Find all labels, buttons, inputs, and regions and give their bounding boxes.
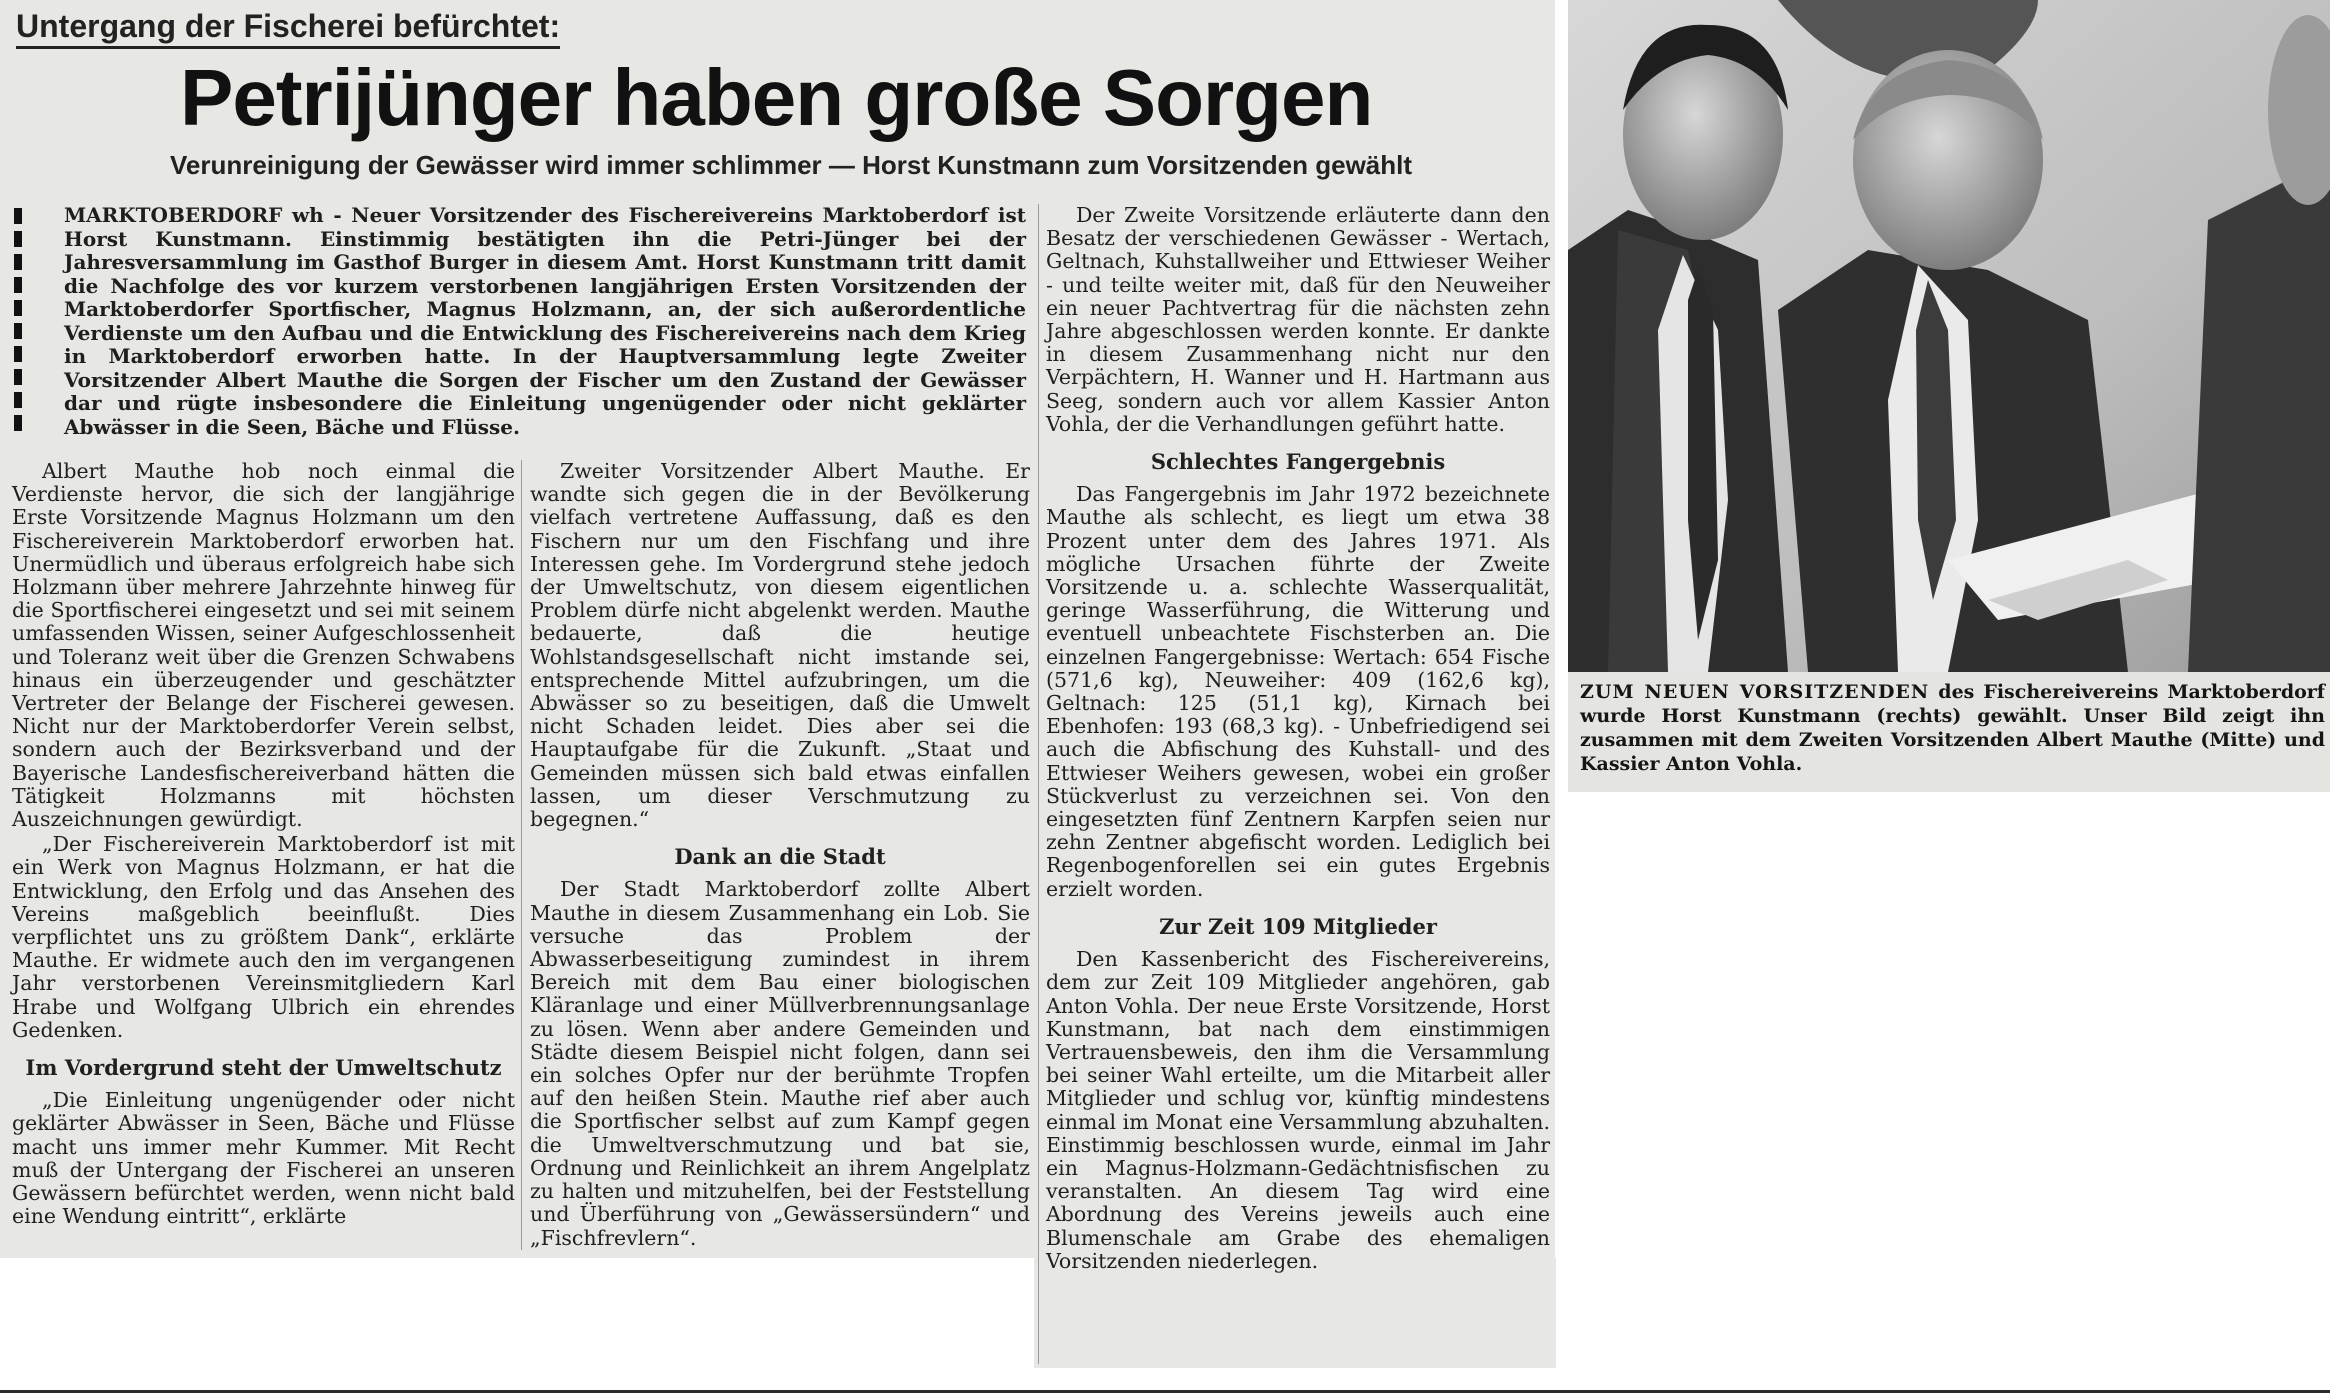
photo-illustration <box>1568 0 2330 672</box>
lead-text: MARKTOBERDORF wh - Neuer Vorsitzender des Fischereivereins Marktoberdorf ist Horst Kunstmann. Einstimmig bestätigten ihn die Petri-Jünger bei der Jahresversammlung im Gasthof Burger in diesem Amt. Horst Kunstmann tritt damit die Nachfolge des vor kurzem verstorbenen langjährigen Ersten Vorsitzenden der Marktoberdorfer Sportfischer, Magnus Holzmann, an, der sich außerordentliche Verdienste um den Aufbau und die Entwicklung des Fischereivereins nach dem Krieg in Marktoberdorf erworben hatte. In der Hauptversammlung legte Zweiter Vorsitzender Albert Mauthe die Sorgen der Fischer um den Zustand der Gewässer dar und rügte insbesondere die Einleitung ungenügender oder nicht geklärter Abwässer in die Seen, Bäche und Flüsse. <box>64 203 1026 439</box>
paragraph: Das Fangergebnis im Jahr 1972 bezeichnete Mauthe als schlecht, es liegt um etwa 38 Prozent unter dem des Jahres 1971. Als mögliche Ursachen führte der Zweite Vorsitzende u. a. schlechte Wasserqualität, geringe Wasserführung, die Witterung und eventuell unbeachtete Fischsterben an. Die einzelnen Fangergebnisse: Wertach: 654 Fische (571,6 kg), Neuweiher: 409 (162,6 kg), Geltnach: 125 (51,1 kg), Kirnach bei Ebenhofen: 193 (68,3 kg). - Unbefriedigend sei auch die Abfischung des Kuhstall- und des Ettwieser Weihers gewesen, wobei ein großer Stückverlust zu verzeichnen sei. Von den eingesetzten fünf Zentnern Karpfen seien nur zehn Zentner abgefischt worden. Lediglich bei Regenbogenforellen sei ein gutes Ergebnis erzielt worden. <box>1046 482 1550 901</box>
subheadline: Verunreinigung der Gewässer wird immer schlimmer — Horst Kunstmann zum Vorsitzenden gewählt <box>170 150 1413 180</box>
paragraph: Der Zweite Vorsitzende erläuterte dann den Besatz der verschiedenen Gewässer - Wertach, Geltnach, Kuhstallweiher und Ettwieser Weiher - und teilte weiter mit, daß für den Neuweiher ein neuer Pachtvertrag für die nächsten zehn Jahre abgeschlossen werden konnte. Er dankte in diesem Zusammenhang nicht nur den Verpächtern, H. Wanner und H. Hartmann aus Seeg, sondern auch vor allem Kassier Anton Vohla, der die Verhandlungen geführt hatte. <box>1046 203 1550 436</box>
column-2 <box>530 460 1030 1252</box>
headline: Petrijünger haben große Sorgen <box>180 53 1373 142</box>
scan-edge <box>0 1390 2330 1393</box>
section-heading: Im Vordergrund steht der Umweltschutz <box>25 1055 502 1081</box>
caption-lead: ZUM NEUEN VORSITZENDEN <box>1580 681 1930 703</box>
paragraph: Zweiter Vorsitzender Albert Mauthe. Er wandte sich gegen die in der Bevölkerung vielfach vertretene Auffassung, daß es den Fischern nur um den Fischfang und ihre Interessen gehe. Im Vordergrund stehe jedoch der Umweltschutz, von diesem eigentlichen Problem dürfe nicht abgelenkt werden. Mauthe bedauerte, daß die heutige Wohlstandsgesellschaft nicht imstande sei, entsprechende Mittel aufzubringen, um die Abwässer so zu beseitigen, daß die Umwelt nicht Schaden leidet. Dies aber sei die Hauptaufgabe für die Zukunft. „Staat und Gemeinden müssen sich bald etwas einfallen lassen, um dieser Verschmutzung zu begegnen.“ <box>530 459 1030 832</box>
paragraph: Der Stadt Marktoberdorf zollte Albert Mauthe in diesem Zusammenhang ein Lob. Sie versuche das Problem der Abwasserbeseitigung zumindest in ihrem Bereich mit dem Bau einer biologischen Kläranlage und einer Müllverbrennungsanlage zu lösen. Wenn aber andere Gemeinden und Städte diesem Beispiel nicht folgen, dann sei ein solches Opfer nur der berühmte Tropfen auf den heißen Stein. Mauthe rief aber auch die Sportfischer selbst auf zum Kampf gegen die Umweltverschmutzung und bat sie, Ordnung und Reinlichkeit an ihrem Angelplatz zu halten und mitzuhelfen, bei der Feststellung und Überführung von „Gewässersündern“ und „Fischfrevlern“. <box>530 877 1030 1250</box>
column-3 <box>1046 204 1550 1275</box>
kicker: Untergang der Fischerei befürchtet: <box>16 8 560 49</box>
paragraph: „Der Fischereiverein Marktoberdorf ist mit ein Werk von Magnus Holzmann, er hat die Entwicklung, den Erfolg und das Ansehen des Vereins maßgeblich beeinflußt. Dies verpflichtet uns zu größtem Dank“, erklärte Mauthe. Er widmete auch den im vergangenen Jahr verstorbenen Vereinsmitgliedern Karl Hrabe und Wolfgang Ulbrich ein ehrendes Gedenken. <box>12 832 515 1042</box>
section-heading: Dank an die Stadt <box>674 844 886 870</box>
column-rule <box>1038 204 1039 1364</box>
paragraph: Den Kassenbericht des Fischereivereins, dem zur Zeit 109 Mitglieder angehören, gab Anton Vohla. Der neue Erste Vorsitzende, Horst Kunstmann, bat nach dem einstimmigen Vertrauensbeweis, den ihm die Versammlung bei seiner Wahl erteilte, um die Mitarbeit aller Mitglieder und schlug vor, künftig mindestens einmal im Monat eine Versammlung abzuhalten. Einstimmig beschlossen wurde, einmal im Jahr ein Magnus-Holzmann-Gedächtnisfischen zu veranstalten. An diesem Tag wird eine Abordnung des Vereins jeweils auch eine Blumenschale am Grabe des ehemaligen Vorsitzenden niederlegen. <box>1046 947 1550 1273</box>
column-rule <box>521 460 522 1250</box>
news-photo <box>1568 0 2330 672</box>
column-1 <box>12 460 515 1231</box>
paragraph: „Die Einleitung ungenügender oder nicht geklärter Abwässer in Seen, Bäche und Flüsse macht uns immer mehr Kummer. Mit Recht muß der Untergang der Fischerei an unseren Gewässern befürchtet werden, wenn nicht bald eine Wendung eintritt“, erklärte <box>12 1088 515 1229</box>
lead-paragraph <box>16 204 1026 439</box>
photo-caption <box>1580 680 2325 776</box>
paragraph: Albert Mauthe hob noch einmal die Verdienste hervor, die sich der langjährige Erste Vorsitzende Magnus Holzmann um den Fischereiverein Marktoberdorf erworben hat. Unermüdlich und überaus erfolgreich habe sich Holzmann über mehrere Jahrzehnte hinweg für die Sportfischerei eingesetzt und sei mit seinem umfassenden Wissen, seiner Aufgeschlossenheit und Toleranz weit über die Grenzen Schwabens hinaus ein überzeugender und geschätzter Vertreter der Belange der Fischerei gewesen. Nicht nur der Marktoberdorfer Verein selbst, sondern auch der Bezirksverband und der Bayerische Landesfischereiverband hätten die Tätigkeit Holzmanns mit höchsten Auszeichnungen gewürdigt. <box>12 459 515 832</box>
section-heading: Schlechtes Fangergebnis <box>1150 449 1446 475</box>
caption-text: des Fischereivereins Marktoberdorf wurde Horst Kunstmann (rechts) gewählt. Unser Bild zeigt ihn zusammen mit dem Zweiten Vorsitzenden Albert Mauthe (Mitte) und Kassier Anton Vohla. <box>1580 681 2325 775</box>
section-heading: Zur Zeit 109 Mitglieder <box>1159 913 1437 939</box>
